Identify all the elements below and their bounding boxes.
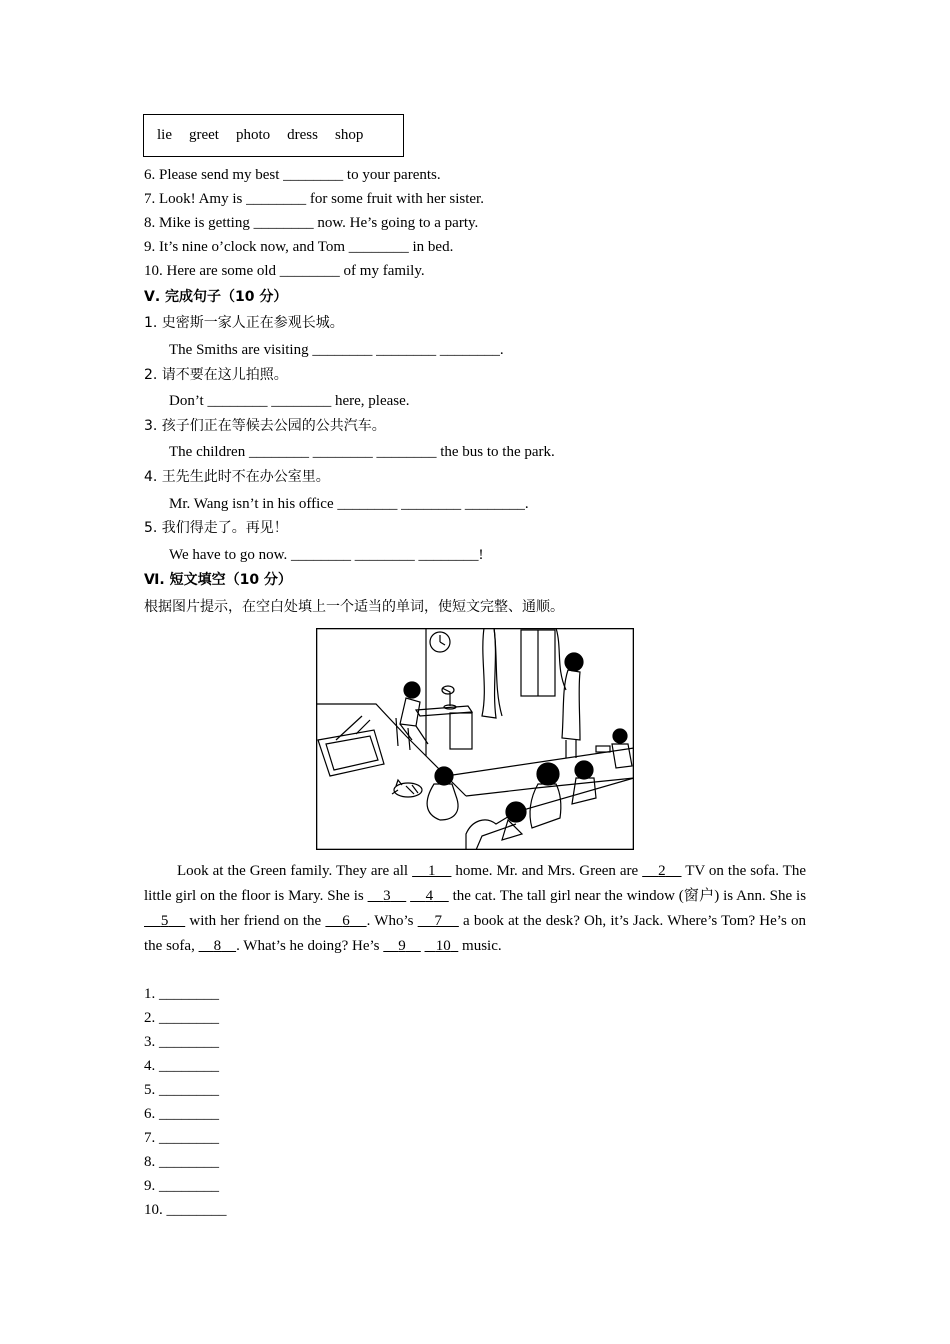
- question-item: 8. Mike is getting ________ now. He’s going to a party.: [144, 215, 479, 231]
- blank-9[interactable]: 9: [398, 938, 406, 954]
- answer-line[interactable]: 4. ________: [144, 1058, 219, 1074]
- chinese-prompt: 4. 王先生此时不在办公室里。: [144, 469, 330, 485]
- word-bank-item: dress: [287, 127, 318, 143]
- blank-10[interactable]: 10: [435, 938, 451, 954]
- word-bank-item: greet: [189, 127, 219, 143]
- english-sentence: We have to go now. ________ ________ ________!: [169, 547, 484, 563]
- question-item: 6. Please send my best ________ to your parents.: [144, 167, 441, 183]
- answer-line[interactable]: 7. ________: [144, 1130, 219, 1146]
- english-sentence: Don’t ________ ________ here, please.: [169, 393, 410, 409]
- answer-line[interactable]: 8. ________: [144, 1154, 219, 1170]
- family-living-room-illustration: [316, 628, 634, 850]
- english-sentence: The Smiths are visiting ________ ________ ________.: [169, 342, 504, 358]
- english-sentence: The children ________ ________ ________ the bus to the park.: [169, 444, 555, 460]
- question-item: 10. Here are some old ________ of my family.: [144, 263, 425, 279]
- blank-4[interactable]: 4: [425, 888, 434, 904]
- chinese-prompt: 5. 我们得走了。再见！: [144, 520, 288, 536]
- blank-1[interactable]: 1: [428, 863, 436, 879]
- word-bank-box: [143, 114, 404, 157]
- answer-line[interactable]: 5. ________: [144, 1082, 219, 1098]
- section-heading: Ⅴ. 完成句子（10 分）: [144, 289, 288, 305]
- blank-7[interactable]: 7: [434, 913, 442, 929]
- blank-6[interactable]: 6: [342, 913, 350, 929]
- cloze-passage: Look at the Green family. They are all 1 home. Mr. and Mrs. Green are 2 TV on the sofa. The little girl on the floor is Mary. She is 3 4 the cat. The tall girl near the window (窗户) is Ann. She is 5 with her friend on the 6 . Who’s 7 a book at the desk? Oh, it’s Jack. Where’s Tom? He’s on the sofa, 8 . What’s he doing? He’s 9 10 music.: [144, 863, 807, 954]
- question-item: 9. It’s nine o’clock now, and Tom ________ in bed.: [144, 239, 454, 255]
- section-heading: Ⅵ. 短文填空（10 分）: [144, 572, 292, 588]
- answer-line[interactable]: 9. ________: [144, 1178, 219, 1194]
- blank-8[interactable]: 8: [213, 938, 222, 954]
- chinese-prompt: 1. 史密斯一家人正在参观长城。: [144, 315, 344, 331]
- answer-line[interactable]: 10. ________: [144, 1202, 227, 1218]
- english-sentence: Mr. Wang isn’t in his office ________ ________ ________.: [169, 496, 529, 512]
- answer-line[interactable]: 6. ________: [144, 1106, 219, 1122]
- word-bank-item: lie: [157, 127, 172, 143]
- instruction-text: 根据图片提示，在空白处填上一个适当的单词，使短文完整、通顺。: [144, 599, 564, 615]
- blank-5[interactable]: 5: [160, 913, 169, 929]
- answer-line[interactable]: 2. ________: [144, 1010, 219, 1026]
- word-bank-item: photo: [235, 127, 271, 143]
- answer-line[interactable]: 1. ________: [144, 986, 219, 1002]
- chinese-prompt: 2. 请不要在这儿拍照。: [144, 367, 288, 383]
- word-bank-item: shop: [334, 127, 364, 143]
- question-item: 7. Look! Amy is ________ for some fruit with her sister.: [144, 191, 484, 207]
- chinese-prompt: 3. 孩子们正在等候去公园的公共汽车。: [144, 418, 386, 434]
- blank-2[interactable]: 2: [658, 863, 666, 879]
- blank-3[interactable]: 3: [383, 888, 391, 904]
- answer-line[interactable]: 3. ________: [144, 1034, 219, 1050]
